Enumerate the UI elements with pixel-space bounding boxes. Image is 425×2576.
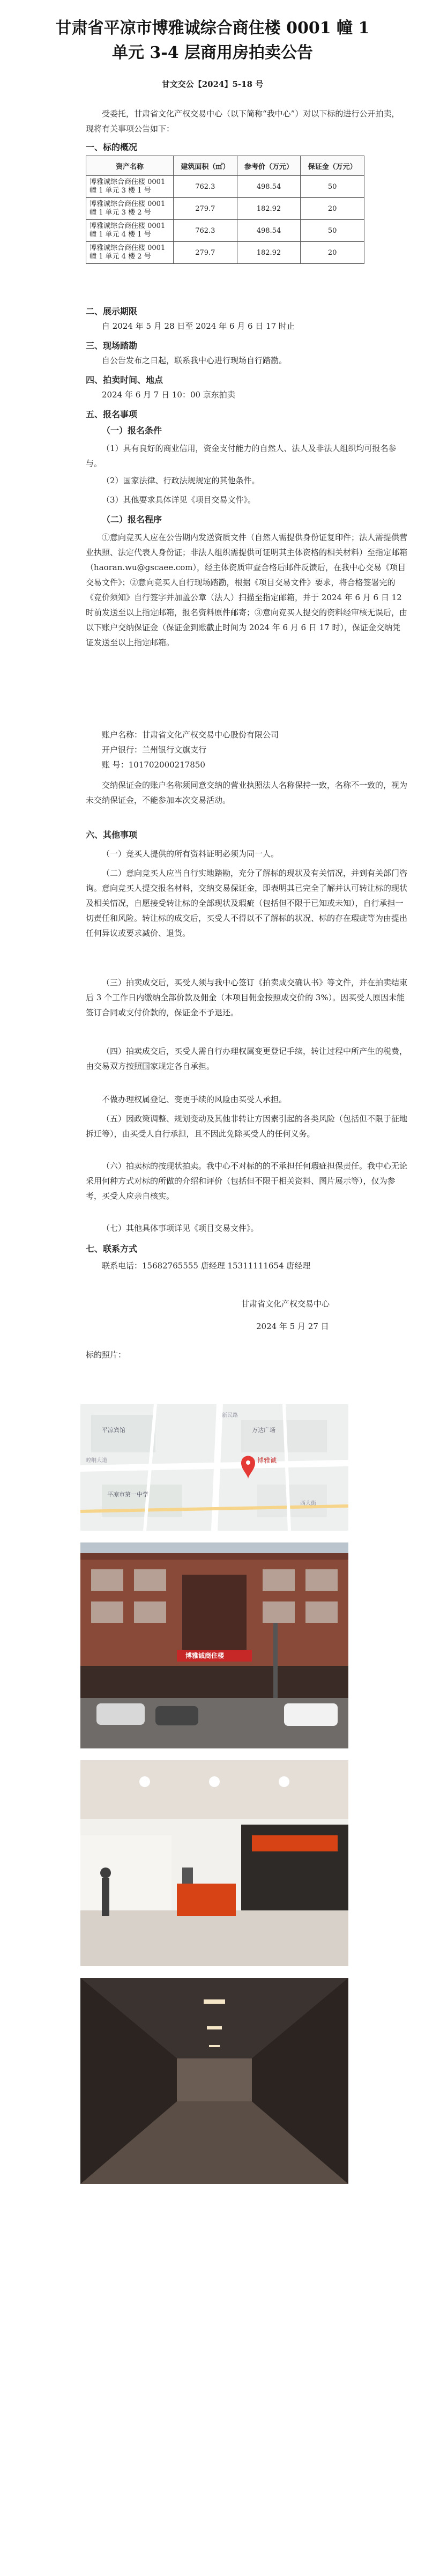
table-header-row <box>86 156 364 176</box>
other-item-7: （七）其他具体事项详见《项目交易文件》。 <box>102 1223 259 1233</box>
other-item-4b: 不做办理权属登记、变更手续的风险由买受人承担。 <box>102 1095 287 1104</box>
table-cell: 博雅诚综合商住楼 0001 幢 1 单元 4 楼 2 号 <box>86 242 174 264</box>
section-5-heading: 五、报名事项 <box>86 409 138 419</box>
document-number: 甘文交公【2024】5-18 号 <box>161 79 264 89</box>
interior-graphic <box>80 1760 348 1966</box>
intro-paragraph: 受委托，甘肃省文化产权交易中心（以下简称“我中心”）对以下标的进行公开拍卖，现将有关事项公告如下： <box>86 109 400 134</box>
registration-procedure-heading: （二）报名程序 <box>102 514 162 525</box>
title-line-2: 单元 3-4 层商用房拍卖公告 <box>111 43 314 62</box>
storefront-sign: 博雅诚商住楼 <box>185 1652 225 1659</box>
table-cell: 279.7 <box>174 198 237 220</box>
auction-time-place-text: 2024 年 6 月 7 日 10：00 京东拍卖 <box>102 390 235 400</box>
table-row <box>86 220 364 242</box>
photos-label: 标的照片： <box>86 1350 126 1360</box>
table-cell: 762.3 <box>174 176 237 198</box>
map-poi: 平凉市第一中学 <box>107 1491 148 1498</box>
table-cell: 182.92 <box>237 242 301 264</box>
section-1-heading: 一、标的概况 <box>86 142 138 152</box>
table-cell: 博雅诚综合商住楼 0001 幢 1 单元 3 楼 1 号 <box>86 176 174 198</box>
condition-2: （2）国家法律、行政法规规定的其他条件。 <box>102 476 260 485</box>
deposit-note: 交纳保证金的账户名称须同意交纳的营业执照法人名称保持一致，名称不一致的，视为未交纳保证金，不能参加本次交易活动。 <box>86 780 408 805</box>
table-cell: 50 <box>301 176 364 198</box>
table-cell: 279.7 <box>174 242 237 264</box>
table-row <box>86 198 364 220</box>
other-item-2: （二）意向竞买人应当自行实地踏勘，充分了解标的现状及有关情况，并到有关部门咨询。意向竞买人提交报名材料，交纳交易保证金，即表明其已完全了解并认可转让标的现状及相关情况，自愿接受转让标的全部现状及瑕疵（包括但不限于已知或未知），自行承担一切责任和风险。转让标的成交后，买受人不得以不了解标的状况、标的存在瑕疵等为由提出任何异议或要求减价、退货。 <box>86 868 408 938</box>
registration-conditions-heading: （一）报名条件 <box>102 425 162 436</box>
map-poi: 平凉宾馆 <box>102 1427 125 1434</box>
section-6-heading: 六、其他事项 <box>86 830 138 840</box>
building-exterior-photo <box>80 1542 348 1748</box>
account-name: 账户名称：甘肃省文化产权交易中心股份有限公司 <box>102 730 279 740</box>
table-cell: 762.3 <box>174 220 237 242</box>
table-cell: 498.54 <box>237 176 301 198</box>
title-line-1: 甘肃省平凉市博雅诚综合商住楼 0001 幢 1 <box>55 19 370 38</box>
table-row <box>86 242 364 264</box>
map-poi: 万达广场 <box>252 1427 275 1434</box>
condition-1: （1）具有良好的商业信用，资金支付能力的自然人、法人及非法人组织均可报名参与。 <box>86 444 397 468</box>
other-item-4: （四）拍卖成交后，买受人需自行办理权属变更登记手续，转让过程中所产生的税费，由交易双方按照国家规定各自承担。 <box>86 1046 408 1071</box>
table-header: 参考价（万元） <box>237 156 301 176</box>
other-item-3: （三）拍卖成交后，买受人须与我中心签订《拍卖成交确认书》等文件，并在拍卖结束后 3 个工作日内缴纳全部价款及佣金（本项目佣金按照成交价的 3%）。因买受人原因未能签订合同或支付价款的，保证金不予退还。 <box>86 978 408 1017</box>
other-item-1: （一）竞买人提供的所有资料证明必须为同一人。 <box>102 849 279 859</box>
table-header: 建筑面积（㎡） <box>174 156 237 176</box>
corridor-graphic <box>80 1978 348 2184</box>
signer: 甘肃省文化产权交易中心 <box>241 1299 330 1309</box>
table-cell: 博雅诚综合商住楼 0001 幢 1 单元 4 楼 1 号 <box>86 220 174 242</box>
building-exterior-graphic <box>80 1542 348 1748</box>
location-map <box>80 1404 348 1531</box>
table-cell: 50 <box>301 220 364 242</box>
table-cell: 博雅诚综合商住楼 0001 幢 1 单元 3 楼 2 号 <box>86 198 174 220</box>
section-4-heading: 四、拍卖时间、地点 <box>86 375 163 385</box>
bank-name: 开户银行：兰州银行文旗支行 <box>102 745 207 755</box>
table-cell: 182.92 <box>237 198 301 220</box>
site-visit-text: 自公告发布之日起，联系我中心进行现场自行踏勘。 <box>102 356 287 365</box>
interior-photo <box>80 1760 348 1966</box>
table-row <box>86 176 364 198</box>
asset-table <box>86 156 364 264</box>
section-2-heading: 二、展示期限 <box>86 306 138 316</box>
display-period-text: 自 2024 年 5 月 28 日至 2024 年 6 月 6 日 17 时止 <box>102 321 295 331</box>
table-cell: 20 <box>301 198 364 220</box>
section-3-heading: 三、现场踏勘 <box>86 341 138 351</box>
table-cell: 498.54 <box>237 220 301 242</box>
corridor-photo <box>80 1978 348 2184</box>
other-item-6: （六）拍卖标的按现状拍卖。我中心不对标的的不承担任何瑕疵担保责任。我中心无论采用何种方式对标的所做的介绍和评价（包括但不限于相关资料、图片展示等），仅为参考，买受人应亲自核实。 <box>86 1161 408 1201</box>
table-header: 资产名称 <box>86 156 174 176</box>
contact-phones: 联系电话：15682765555 唐经理 15311111654 唐经理 <box>102 1261 311 1271</box>
map-road-label: 崆峒大道 <box>86 1458 107 1464</box>
map-road-label: 新民路 <box>222 1413 238 1419</box>
signature-date: 2024 年 5 月 27 日 <box>256 1322 329 1331</box>
table-header: 保证金（万元） <box>301 156 364 176</box>
map-pin-label: 博雅诚 <box>257 1457 277 1464</box>
table-cell: 20 <box>301 242 364 264</box>
condition-3: （3）其他要求具体详见《项目交易文件》。 <box>102 495 256 505</box>
other-item-5: （五）因政策调整、规划变动及其他非转让方因素引起的各类风险（包括但不限于征地拆迁等），由买受人自行承担，且不因此免除买受人的任何义务。 <box>86 1114 408 1139</box>
registration-procedure-text: ①意向竞买人应在公告期内发送资质文件（自然人需提供身份证复印件；法人需提供营业执照、法定代表人身份证；非法人组织需提供可证明其主体资格的相关材料）至指定邮箱（haoran.wu@gscaee.com），经主体资质审查合格后邮件反馈后，在我中心交易《项目交易文件》；②意向竞买人自行现场踏勘，根据《项目交易文件》要求，将合格签署完的《竞价须知》自行签字并加盖公章（法人）扫描至指定邮箱，并于 2024 年 6 月 6 日 12 时前发送至以上指定邮箱，报名资料原件邮寄；③意向竞买人提交的资料经审核无误后，由以下账户交纳保证金（保证金到账截止时间为 2024 年 6 月 6 日 17 时），保证金交纳凭证发送至以上指定邮箱。 <box>86 533 408 647</box>
account-number: 账 号：101702000217850 <box>102 760 205 770</box>
map-graphic <box>80 1404 348 1531</box>
section-7-heading: 七、联系方式 <box>86 1244 138 1254</box>
map-road-label: 西大街 <box>300 1501 316 1507</box>
